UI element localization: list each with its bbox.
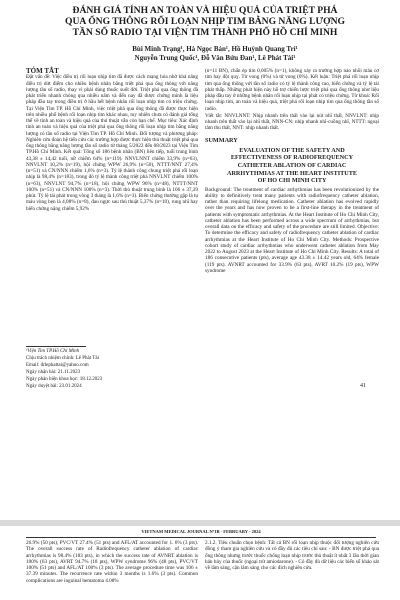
english-title-line-1: EVALUATION OF THE SAFETY AND: [239, 146, 345, 154]
abstract-body-en: Background: The treatment of cardiac arrhythmias has been revolutionized by the ability to definitively treat many patients with radiofrequency catheter ablation, rather than requiring lifelong medication. Catheter ablation has evolved rapidly over the years and has now proven to be a first-line therapy in the treatment of patients with symptomatic arrhythmias. At the Heart Institute of Ho Chi Minh City, catheter ablation has been performed across a wide spectrum of arrhythmias, but overall data on the efficacy and safety of the procedure are still limited. Objective: To determine the efficacy and safety of radiofrequency catheter ablation of cardiac arrhythmias at the Heart Institute of Ho Chi Minh City. Methods: Prospective cohort study of cardiac arrhythmias who underwent catheter ablation from May 2022 to August 2023 at the Heart Institute of Ho Chi Minh City. Results: A total of 186 consecutive patients (pts), average age 43.38 ± 14.42 years old, 64% female (119 pts). AVNRT accounted for 33.9% (63 pts), AVRT 10.2% (19 pts), WPW syndrome: [205, 186, 379, 274]
article-title-line-2: QUA ỐNG THÔNG RỐI LOẠN NHỊP TIM BẰNG NĂNG LƯỢNG: [65, 16, 345, 27]
article-title-line-1: ĐÁNH GIÁ TÍNH AN TOÀN VÀ HIỆU QUẢ CỦA TRIỆT PHÁ: [72, 5, 338, 16]
vietnamese-abstract: [26, 68, 198, 212]
page2-left-column: 26.9% (50 pts), PVC/VT 27.4% (51 pts) and AFL/AT accounted for 1. 6% (3 pts). The overall success rate of Radiofrequency catheter ablation of cardiac arrhythmias is 98.4% (183 pts), in which the success rate of AVNRT ablation is 100% (63 pts), AVRT 94.7% (18 pts), WPW syndrome 96% (48 pts), PVC/VT 100% (51 pts) and AFL/AT 100% (3 pts). The average procedure time was 106 ± 37.39 minutes. The recurrence rate within 3 months is 1.6% (3 pts). Common complications are inguinal hematoma 4.08%: [26, 540, 198, 584]
abbreviations: Viết tắt: NNVLNNT: Nhịp nhanh trên thất vào lại nút nhĩ thất, NNVLNT: nhịp nhanh trên thất vào lại nhĩ thất, NNN-CN: nhịp nhanh nhĩ-cuồng nhĩ, NTTT: ngoại tâm thu thất, NNT: nhịp nhanh thất.: [205, 112, 379, 132]
footnote-accepted: Ngày duyệt bài: 23.01.2024: [26, 384, 82, 389]
footnote-correspondence: Chịu trách nhiệm chính: Lê Phát Tài: [26, 356, 99, 361]
footnote-received: Ngày nhận bài: 21.11.2023: [26, 370, 81, 375]
page2-right-column: 2.1.2. Tiêu chuẩn chọn bệnh: Tất cả BN rối loạn nhịp thuộc đối tượng nghiên cứu đồng ý tham gia nghiên cứu và có đầy đủ các tiêu chí sau: - BN được triệt phá qua ống thông nhưng trước thuốc chống loạn nhịp trước thủ thuật ít nhất 3 lần thời gian bán hủy của thuốc (ngoại trừ amiodarone). - Có đầy đủ dữ liệu các biến số khảo sát về lâm sàng, cận lâm sàng cho các đích nghiên cứu.: [205, 540, 379, 571]
authors-line-2: Nguyễn Trung Quốc¹, Đỗ Văn Bửu Đan¹, Lê Phát Tài¹: [134, 54, 296, 62]
summary-heading-vi: TÓM TẮT: [26, 67, 59, 75]
authors-line-1: Bùi Minh Trạng¹, Hà Ngọc Bản¹, Hồ Huỳnh Quang Trí¹: [132, 45, 298, 53]
english-title-line-4: ARRHYTHMIAS AT THE HEART INSTITUTE: [227, 169, 357, 177]
english-title-line-2: EFFECTIVENESS OF RADIOFREQUENCY: [230, 154, 354, 162]
right-column: [205, 68, 379, 274]
page-number: 41: [360, 383, 366, 389]
footnote-email: Email: drlephattai@yahoo.com: [26, 363, 89, 368]
footnote-reviewed: Ngày phản biện khoa học: 18.12.2023: [26, 377, 103, 382]
footnote-divider: [26, 346, 86, 347]
footnotes: [26, 348, 198, 390]
english-title-line-3: CATHETER ABLATION OF CARDIAC: [237, 161, 347, 169]
footnote-affiliation: ¹Viện Tim TP.Hồ Chí Minh: [26, 349, 80, 354]
abstract-body-vi: Đặt vấn đề: Việc điều trị rối loạn nhịp tim đã được cách mạng hóa nhờ khả năng điều trị dứt điểm cho nhiều bệnh nhân bằng triệt phá qua ống thông với năng lượng tần số radio, thay vì phải dùng thuốc suốt đời. Triệt phá qua ống thông đã phát triển nhanh chóng qua nhiều năm và đến nay đã được chứng minh là liệu pháp đầu tay trong điều trị ở hầu hết bệnh nhân rối loạn nhịp tim có triệu chứng. Tại Viện Tim TP. Hồ Chí Minh, việc triệt phá qua ống thông đã được thực hiện trên nhiều phổ bệnh rối loạn nhịp tim khác nhau, tuy nhiên chưa có đánh giá tổng thể về tính an toàn và hiệu quả của thủ thuật vẫn còn hạn chế. Mục tiêu: Xác định tính an toàn và hiệu quả của triệt phá qua ống thông rối loạn nhịp tim bằng năng lượng có tần số radio tại Viện Tim TP. Hồ Chí Minh. Đối tượng và phương pháp: Nghiên cứu đoàn hệ tiến cứu các trường hợp được thực hiện thủ thuật triệt phá qua ống thông bằng năng lượng tần số radio từ tháng 5/2022 đến 08/2023 tại Viện Tim TP.Hồ Chí Minh. Kết quả: Tổng số 186 bệnh nhân (BN) liên tiếp, tuổi trung bình 43,38 ± 14,42 tuổi, nữ chiếm 64% (n=119). NNVLNNT chiếm 33,9% (n=63), NNVLNT 10,2% (n=19), hội chứng WPW 26,9% (n=50), NTTT/NNT 27,4% (n=51) và CN/NNN chiếm 1,6% (n=3). Tỷ lệ thành công chung triệt phá rối loạn nhịp là 98,4% (n=183), trong đó tỷ lệ thành công triệt phá NNVLNT chiếm 100% (n=63), NNVLNT 94,7% (n=18), hội chứng WPW 96% (n=48), NTTT/NNT 100% (n=51) và CN/NNN 100% (n=3). Thời thủ thuật trung bình là 106 ± 37,39 phút. Tỷ lệ tái phát trong vòng 3 tháng là 1,6% (n=3). Biến chứng thường gặp là tụ máu vùng bẹn là 4,08% (n=8), đau ngực sau thủ thuật 5,37% (n=10), rung nhĩ hay biến chứng nặng chiếm 5,92%: [26, 74, 198, 212]
header-rule: [26, 537, 376, 538]
english-title: [205, 147, 379, 185]
article-title-line-3: TẦN SỐ RADIO TẠI VIỆN TIM THÀNH PHỐ HỒ CHÍ MINH: [72, 27, 338, 38]
summary-heading-en: SUMMARY: [205, 136, 238, 144]
abstract-continuation-vi: (n=11 BN), chấn ép tim 0,005% (n=1), không xảy ra trường hợp nào nhồi máu cơ tim hay đột quỵ. Tử vong (0%) và tử vong (0%). Kết luận: Triệt phá rối loạn nhịp tim qua ống thông với tần số radio có tỷ lệ thành công cao, biến chứng và tỷ lệ tái phát thấp. Những phát hiện này hỗ trợ chiến lược triệt phá qua ống thông như liệu pháp đầu tay ở những bệnh nhân rối loạn nhịp tại phát có triệu chứng. Từ khoá: Rối loạn nhịp tim, an toàn và hiệu quả, triệt phá rối loạn nhịp tim qua ống thông tần số radio.: [205, 68, 379, 112]
journal-page-42: [0, 526, 400, 600]
english-title-line-5: OF HO CHI MINH CITY: [257, 177, 327, 185]
journal-header: VIETNAM MEDICAL JOURNAL Nº1B - FEBRUARY - 2024: [141, 529, 261, 534]
